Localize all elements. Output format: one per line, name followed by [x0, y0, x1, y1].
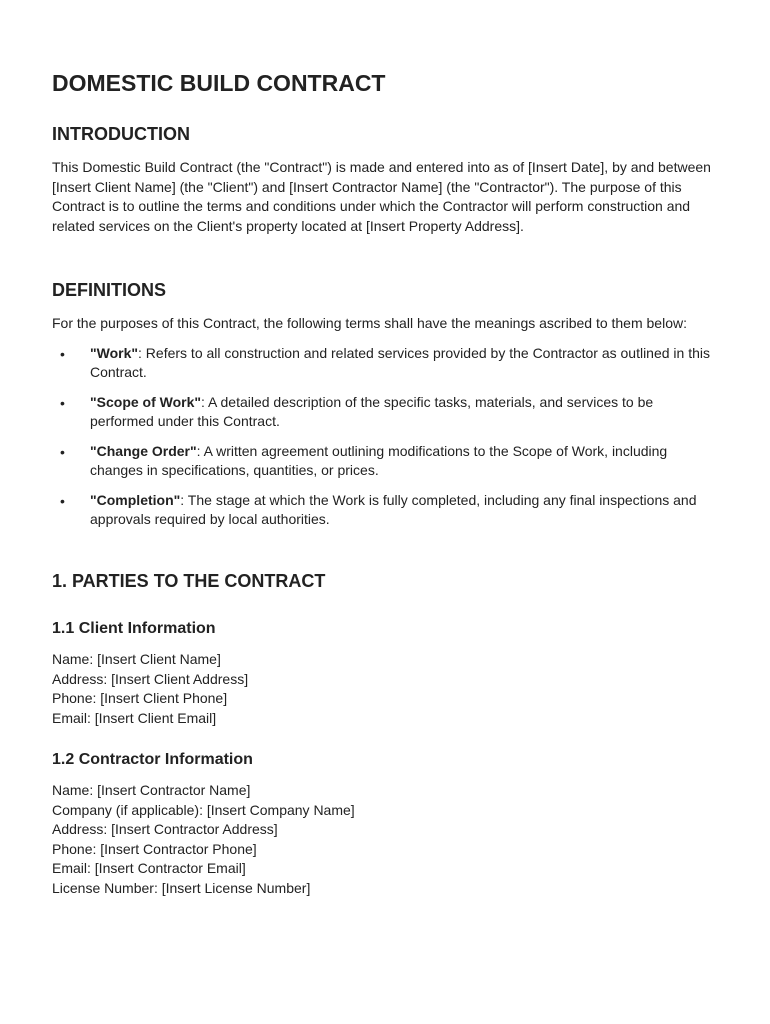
introduction-heading: INTRODUCTION: [52, 124, 190, 144]
client-name-line: Name: [Insert Client Name]: [52, 651, 221, 667]
definition-text: : A written agreement outlining modifications to the Scope of Work, including changes in specifications, quantities, or prices.: [90, 442, 668, 478]
definitions-section: [52, 280, 718, 540]
contractor-company-line: Company (if applicable): [Insert Company Name]: [52, 801, 355, 818]
definition-text: : Refers to all construction and related services provided by the Contractor as outlined in this Contract.: [90, 344, 710, 380]
definition-term: "Work": [90, 344, 139, 361]
definition-item: [52, 442, 718, 481]
parties-section: [52, 571, 718, 592]
contractor-name-line: Name: [Insert Contractor Name]: [52, 782, 251, 798]
contractor-address-line: Address: [Insert Contractor Address]: [52, 821, 278, 837]
client-phone-line: Phone: [Insert Client Phone]: [52, 690, 228, 706]
bullet-icon: •: [60, 345, 65, 362]
definitions-list: [52, 344, 718, 530]
definition-term: "Scope of Work": [90, 393, 202, 410]
definition-item: [52, 491, 718, 530]
contractor-info-lines: [52, 781, 718, 898]
definition-term: "Change Order": [90, 442, 197, 459]
bullet-icon: •: [60, 492, 65, 509]
client-address-line: Address: [Insert Client Address]: [52, 670, 249, 687]
definition-text: : The stage at which the Work is fully completed, including any final inspections and approvals required by local authorities.: [90, 491, 697, 527]
contractor-phone-line: Phone: [Insert Contractor Phone]: [52, 840, 257, 857]
parties-heading: 1. PARTIES TO THE CONTRACT: [52, 571, 326, 591]
definitions-heading: DEFINITIONS: [52, 280, 167, 300]
definition-item: [52, 344, 718, 383]
introduction-paragraph: This Domestic Build Contract (the "Contract") is made and entered into as of [Insert Date], by and between [Insert Client Name] (the "Client") and [Insert Contractor Name] (the "Contractor"). The purpose of this Contract is to outline the terms and conditions under which the Contractor will perform construction and related services on the Client's property located at [Insert Property Address].: [52, 159, 711, 234]
contractor-license-line: License Number: [Insert License Number]: [52, 879, 311, 896]
introduction-section: [52, 124, 718, 236]
definitions-intro: For the purposes of this Contract, the following terms shall have the meanings ascribed to them below:: [52, 315, 687, 331]
definition-text: : A detailed description of the specific tasks, materials, and services to be performed under this Contract.: [90, 393, 654, 429]
client-info-lines: [52, 650, 718, 728]
bullet-icon: •: [60, 443, 65, 460]
contractor-info-section: [52, 751, 718, 898]
definition-term: "Completion": [90, 491, 181, 508]
client-info-section: [52, 620, 718, 728]
definition-item: [52, 393, 718, 432]
client-info-heading: 1.1 Client Information: [52, 620, 216, 637]
contractor-email-line: Email: [Insert Contractor Email]: [52, 860, 246, 876]
client-email-line: Email: [Insert Client Email]: [52, 709, 217, 726]
document-title: DOMESTIC BUILD CONTRACT: [52, 70, 386, 96]
bullet-icon: •: [60, 394, 65, 411]
contractor-info-heading: 1.2 Contractor Information: [52, 751, 253, 768]
